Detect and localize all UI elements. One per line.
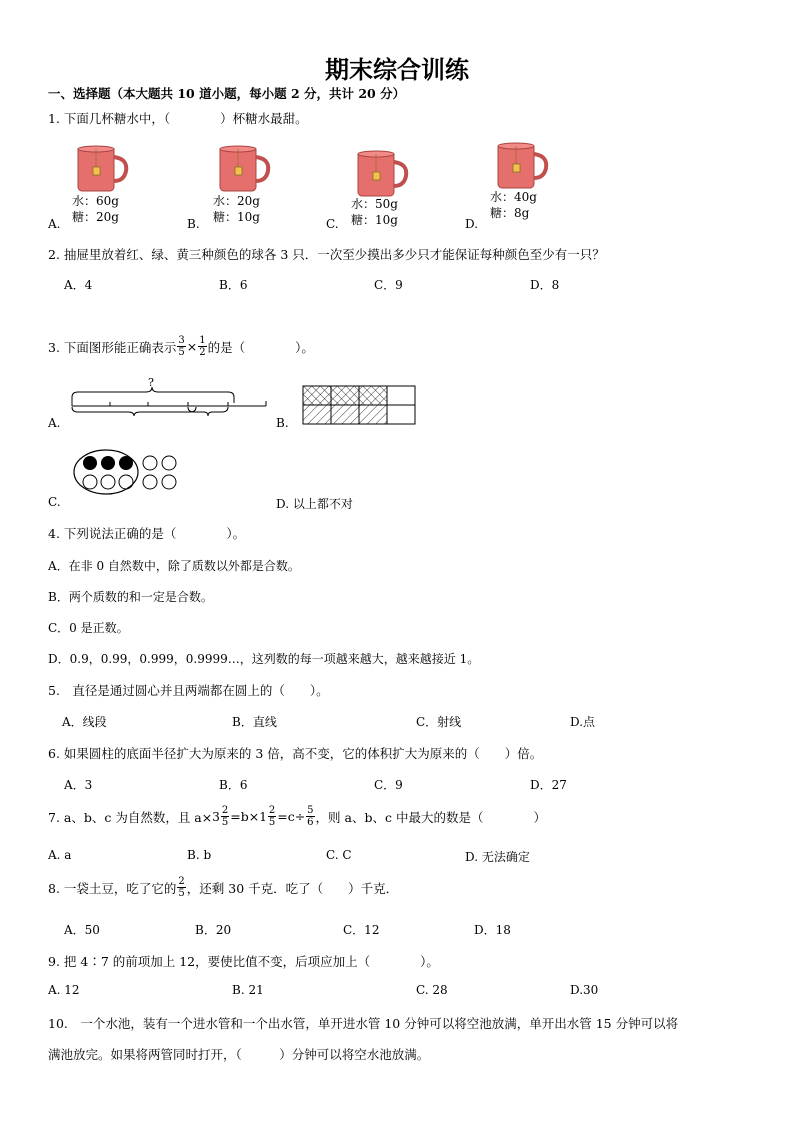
mug-d-water: 水：40g (490, 190, 537, 204)
option-b[interactable]: B．20 (195, 923, 232, 937)
option-a[interactable]: A．线段 (62, 715, 107, 729)
option-b[interactable]: B．6 (219, 278, 248, 292)
question-mark-label: ? (148, 376, 154, 389)
q3-stem-post: 的是（ ）。 (207, 339, 314, 355)
question-1-stem: 1. 下面几杯糖水中，（ ）杯糖水最甜。 (48, 111, 308, 126)
option-b[interactable]: B. (187, 217, 200, 231)
option-a[interactable]: A. 12 (48, 983, 80, 997)
q7-stem-post: ，则 a、b、c 中最大的数是（ ） (315, 809, 546, 825)
option-d[interactable]: D．8 (530, 278, 560, 292)
question-10-line-1: 10. 一个水池，装有一个进水管和一个出水管，单开进水管 10 分钟可以将空池放满，单开出水管 15 分钟可以将 (48, 1016, 679, 1031)
q7-stem-mid1: =b× (230, 809, 260, 824)
option-d[interactable]: D.30 (570, 983, 599, 997)
option-c[interactable]: C. C (326, 848, 352, 862)
mug-icon (218, 145, 270, 191)
option-d[interactable]: D. (465, 217, 479, 231)
option-d[interactable]: D. 无法确定 (465, 850, 530, 864)
option-b[interactable]: B. b (187, 848, 212, 862)
q7-stem-pre: 7. a、b、c 为自然数，且 a× (48, 809, 213, 825)
option-a[interactable]: A．4 (64, 278, 93, 292)
question-7-stem (48, 805, 546, 828)
option-b[interactable]: B. 21 (232, 983, 264, 997)
times-sign: × (186, 339, 198, 354)
mug-icon (76, 145, 128, 191)
numerator: 3 (178, 335, 185, 346)
mug-icon (496, 142, 548, 188)
mug-b-water: 水：20g (213, 194, 260, 208)
denominator: 6 (307, 817, 314, 828)
fraction (306, 805, 314, 828)
mug-c-sugar: 糖：10g (351, 213, 398, 227)
fraction (177, 876, 185, 899)
option-c[interactable]: C．9 (374, 778, 403, 792)
option-d[interactable]: D．18 (474, 923, 511, 937)
mug-b-sugar: 糖：10g (213, 210, 260, 224)
option-d[interactable]: D．27 (530, 778, 567, 792)
segment-brace-diagram (68, 376, 273, 420)
option-c[interactable]: C. (48, 495, 61, 509)
option-d[interactable]: D．0.9，0.99，0.999，0.9999…，这列数的每一项越来越大，越来越接近 1。 (48, 652, 480, 666)
mug-d-sugar: 糖：8g (490, 206, 530, 220)
option-a[interactable]: A．3 (64, 778, 93, 792)
option-c[interactable]: C. (326, 217, 339, 231)
option-a[interactable]: A．50 (64, 923, 100, 937)
denominator: 2 (199, 347, 206, 358)
question-4-stem: 4. 下列说法正确的是（ ）。 (48, 526, 246, 541)
fraction (177, 335, 185, 358)
q8-stem-post: ，还剩 30 千克．吃了（ ）千克． (186, 880, 399, 896)
circles-diagram (73, 448, 183, 498)
q8-stem-pre: 8. 一袋土豆，吃了它的 (48, 880, 177, 896)
option-c[interactable]: C．9 (374, 278, 403, 292)
fraction (221, 805, 229, 828)
question-5-stem: 5. 直径是通过圆心并且两端都在圆上的（ ）。 (48, 683, 329, 698)
option-c[interactable]: C. 28 (416, 983, 448, 997)
option-c[interactable]: C．射线 (416, 715, 462, 729)
numerator: 2 (178, 876, 185, 887)
fraction (268, 805, 276, 828)
question-9-stem: 9. 把 4∶7 的前项加上 12，要使比值不变，后项应加上（ ）。 (48, 954, 439, 969)
numerator: 2 (268, 805, 276, 816)
q7-stem-mid2: =c÷ (277, 809, 306, 824)
fraction (198, 335, 206, 358)
mug-a-water: 水：60g (72, 194, 119, 208)
option-c[interactable]: C．0 是正数。 (48, 621, 129, 635)
option-b[interactable]: B. (276, 416, 289, 430)
mug-icon (356, 150, 408, 196)
denominator: 5 (178, 888, 185, 899)
option-c[interactable]: C．12 (343, 923, 380, 937)
question-6-stem: 6. 如果圆柱的底面半径扩大为原来的 3 倍，高不变，它的体积扩大为原来的（ ）倍。 (48, 746, 543, 761)
hatched-grid-diagram (303, 386, 417, 426)
question-2-stem: 2. 抽屉里放着红、绿、黄三种颜色的球各 3 只．一次至少摸出多少只才能保证每种颜色至少有一只？ (48, 247, 605, 262)
mug-c-water: 水：50g (351, 197, 398, 211)
denominator: 5 (178, 347, 185, 358)
denominator: 5 (268, 817, 276, 828)
option-b[interactable]: B．两个质数的和一定是合数。 (48, 590, 213, 604)
page-title: 期末综合训练 (325, 56, 469, 84)
numerator: 1 (199, 335, 206, 346)
option-a[interactable]: A. a (48, 848, 72, 862)
numerator: 5 (307, 805, 314, 816)
question-3-stem (48, 335, 314, 358)
option-b[interactable]: B．6 (219, 778, 248, 792)
option-d[interactable]: D. 以上都不对 (276, 497, 353, 511)
option-a[interactable]: A. (48, 416, 61, 430)
option-a[interactable]: A．在非 0 自然数中，除了质数以外都是合数。 (48, 559, 300, 573)
option-b[interactable]: B．直线 (232, 715, 277, 729)
denominator: 5 (221, 817, 229, 828)
numerator: 2 (221, 805, 229, 816)
q3-stem-pre: 3. 下面图形能正确表示 (48, 339, 177, 355)
question-8-stem (48, 876, 398, 899)
mug-a-sugar: 糖：20g (72, 210, 119, 224)
option-d[interactable]: D.点 (570, 715, 596, 729)
section-heading: 一、选择题（本大题共 10 道小题，每小题 2 分，共计 20 分） (48, 86, 406, 101)
question-10-line-2: 满池放完。如果将两管同时打开，（ ）分钟可以将空水池放满。 (48, 1047, 430, 1062)
mixed-integer: 1 (259, 809, 267, 824)
mixed-integer: 3 (212, 809, 220, 824)
option-a[interactable]: A. (48, 217, 61, 231)
